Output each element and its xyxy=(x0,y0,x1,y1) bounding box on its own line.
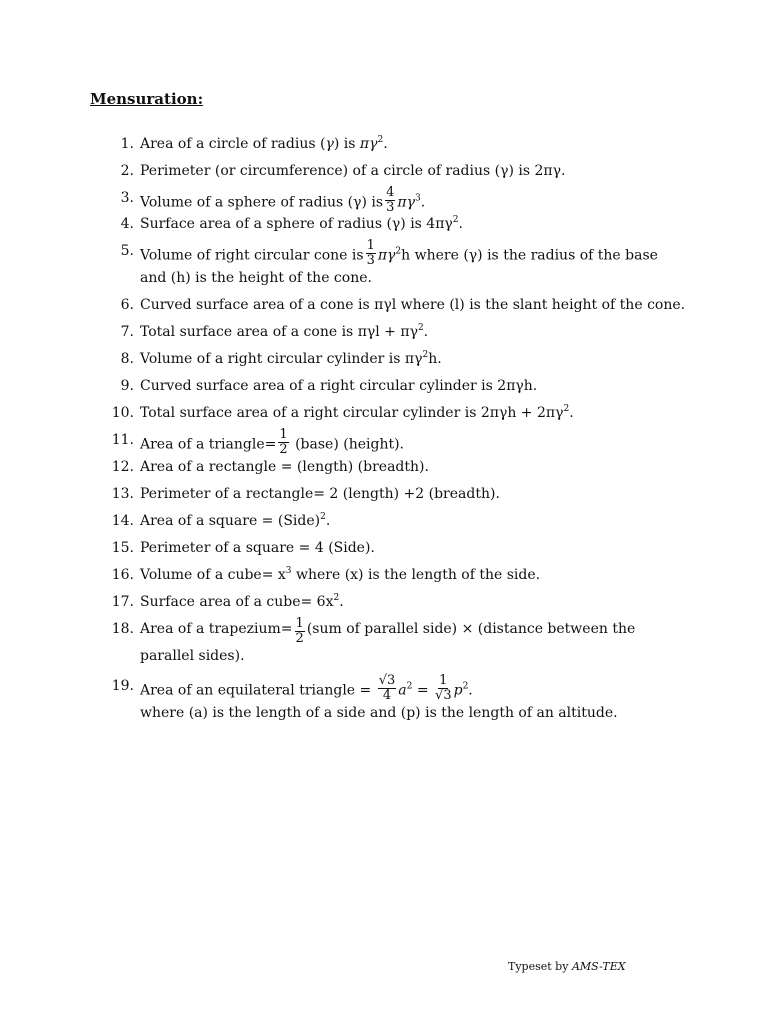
list-item-continuation: where (a) is the length of a side and (p) is the length of an altitude. xyxy=(140,705,618,721)
ams-tex-logo: AMS-TEX xyxy=(571,960,626,973)
list-item-continuation: parallel sides). xyxy=(140,648,245,664)
fraction: $\frac{1}{√3}$ xyxy=(435,673,452,703)
list-item-continuation: and (h) is the height of the cone. xyxy=(140,270,372,286)
document-page: Mensuration: 1. Area of a circle of radius (γ) is $\pi\gamma^2$. 2. Perimeter (or circumference) of a circle of radius (γ) is 2πγ. 3. Volume of a sphere of radius (γ) is $\frac{4}{3}$ $\pi\gamma^3$. 4. Surface area of a sphere of radius (γ) is $4\pi\gamma^2$. 5. Volume of right circular cone is $\frac{1}{3}$ $\pi\gamma^2h$ where (γ) is the radius of the base and (h) is the height of the cone. 6. Curved surface area of a cone is πγl where (l) is the slant height of the cone. 7. Total surface area of a cone is $\pi\gamma l + \pi\gamma^2$. 8. Volume of a right circular cylinder is $\pi\gamma^2h$. 9. Curved surface area of a right circular cylinder is 2πγh. 10. Total surface area of a right circular cylinder is $2\pi\gamma h + 2\pi\gamma^2$. 11. Area of a triangle= $\frac{1}{2}$ (base) (height). 12. Area of a rectangle = (length) (breadth). 13. Perimeter of a rectangle= 2 (length) +2 (breadth). 14. Area of a square = (Side)$^2$. 15. Perimeter of a square = 4 (Side). 16. Volume of a cube= $x^3$ where (x) is the length of the side. 17. Surface area of a cube= $6x^2$. 18. Area of a trapezium= $\frac{1}{2}$ (sum of parallel side) × (distance between the parallel sides). 19. Area of an equilateral triangle = $\frac{√3}{4}$ $a^2$ = $\frac{1}{√3}$ $p^2$. where (a) is the length of a side and (p) is the length of an altitude. Typeset by AMS-TEX xyxy=(90,90,686,973)
fraction: $\frac{√3}{4}$ xyxy=(378,673,396,703)
fraction: $\frac{1}{3}$ xyxy=(366,238,375,268)
fraction: $\frac{4}{3}$ xyxy=(386,185,395,215)
fraction: $\frac{1}{2}$ xyxy=(295,616,304,646)
page-title: Mensuration: xyxy=(90,90,204,108)
fraction: $\frac{1}{2}$ xyxy=(279,427,288,457)
typeset-footer: Typeset by AMS-TEX xyxy=(508,960,626,973)
